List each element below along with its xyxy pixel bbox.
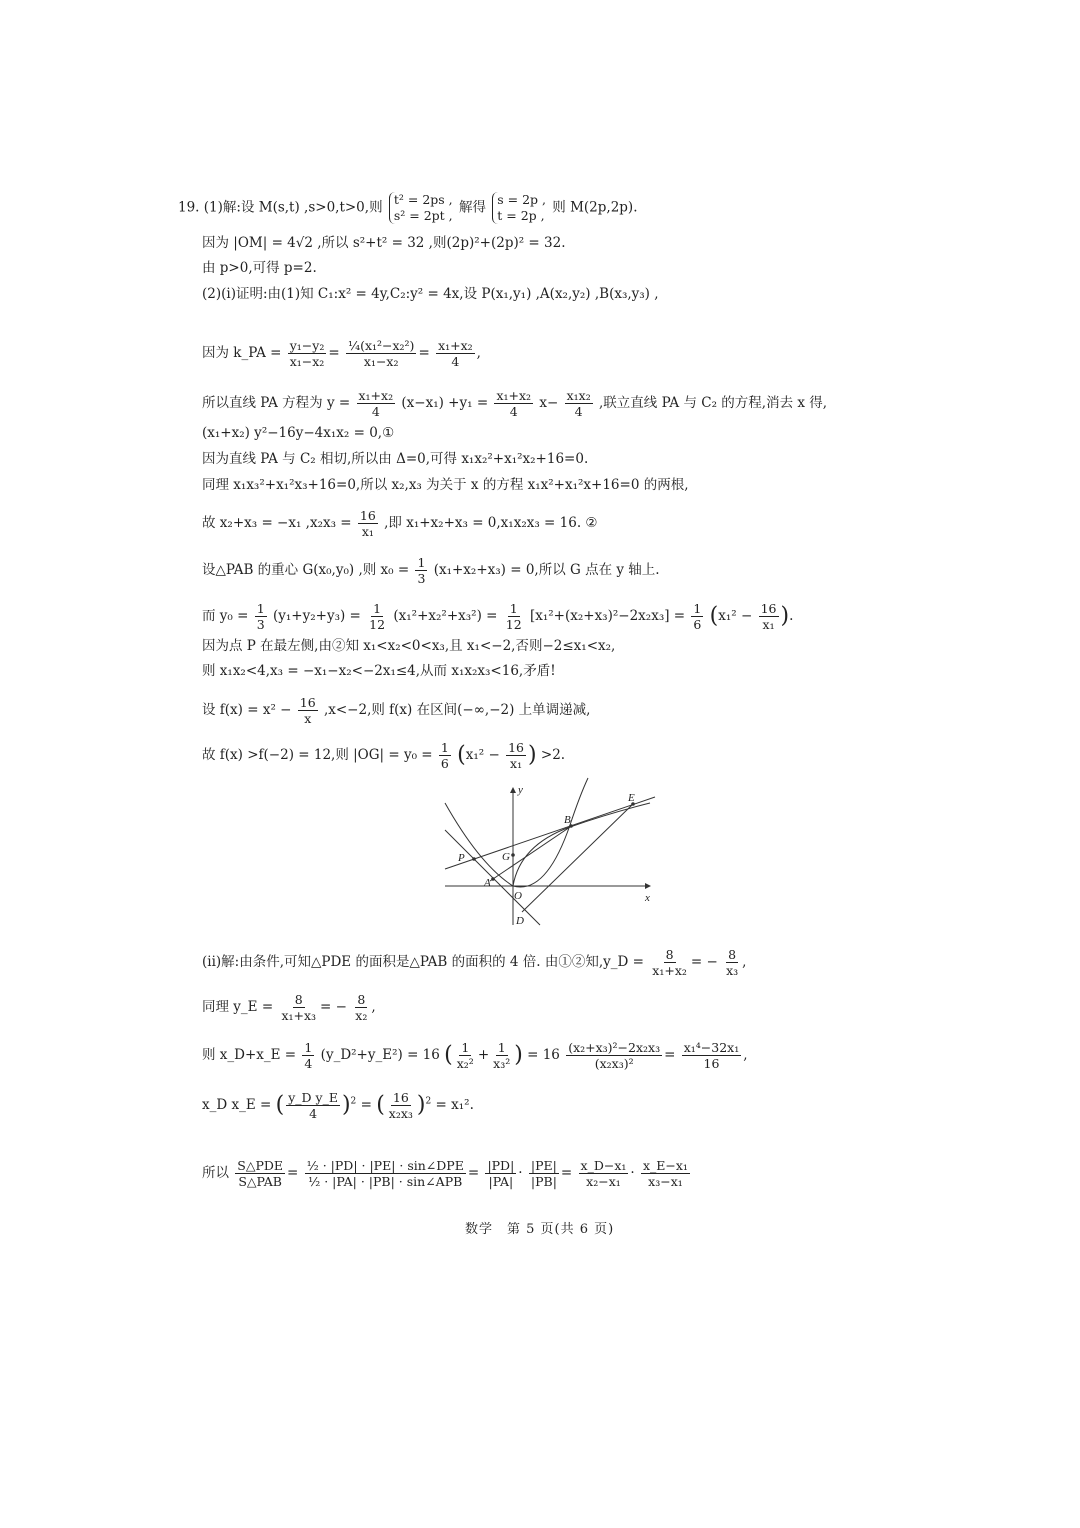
label-d: D	[516, 915, 524, 927]
fx-definition: 设 f(x) = x² − $\frac{16}{x}$ ,x<−2,则 f(x) 在区间(−∞,−2) 上单调递减,	[202, 695, 591, 726]
page-footer: 数学 第 5 页(共 6 页)	[465, 1222, 615, 1237]
parabola-c2	[513, 803, 650, 886]
system-equations-1: t² = 2ps , s² = 2pt ,	[389, 192, 453, 224]
centroid-line: 设△PAB 的重心 G(x₀,y₀) ,则 x₀ = $\frac{1}{3}$ (x₁+x₂+x₃) = 0,所以 G 点在 y 轴上.	[202, 555, 660, 586]
sum-xd-xe-line: 则 x_D+x_E = $\frac{1}{4}$ (y_D²+y_E²) = 16 ( $\frac{1}{\text{x₂²}}$ + $\frac{1}{\text{x₃²}}$ ) = 16 $\frac{\text{(x₂+x₃)²−2x₂x₃}}{\text{(x₂x₃)²}}$ = $\frac{\text{x₁⁴−32x₁}}{16}$ ,	[202, 1040, 748, 1071]
line-pe	[445, 797, 655, 869]
part2i-intro: (2)(i)证明:由(1)知 C₁:x² = 4y,C₂:y² = 4x,设 P(x₁,y₁) ,A(x₂,y₂) ,B(x₃,y₃) ,	[202, 286, 659, 302]
label-o: O	[514, 890, 522, 902]
y-axis-arrow	[510, 787, 516, 793]
label-g: G	[502, 851, 510, 863]
leftmost-line-2: 则 x₁x₂<4,x₃ = −x₁−x₂<−2x₁≤4,从而 x₁x₂x₃<16,矛盾!	[202, 663, 556, 679]
part1-line3: 由 p>0,可得 p=2.	[202, 260, 317, 276]
y0-line: 而 y₀ = $\frac{1}{3}$ (y₁+y₂+y₃) = $\frac{1}{12}$ (x₁²+x₂²+x₃²) = $\frac{1}{12}$ [x₁²+(x₂+x₃)²−2x₂x₃] = $\frac{1}{6}$ (x₁² − $\frac{16}{\text{x₁}}$ ).	[202, 601, 794, 632]
parabola-diagram	[440, 775, 660, 935]
label-y: y	[518, 784, 523, 796]
same-reasoning: 同理 x₁x₃²+x₁²x₃+16=0,所以 x₂,x₃ 为关于 x 的方程 x₁x²+x₁²x+16=0 的两根,	[202, 477, 689, 493]
leftmost-line-1: 因为点 P 在最左侧,由②知 x₁<x₂<0<x₃,且 x₁<−2,否则−2≤x₁<x₂,	[202, 638, 616, 654]
ye-line: 同理 y_E = $\frac{8}{\text{x₁+x₃}}$ = − $\frac{8}{\text{x₂}}$ ,	[202, 992, 376, 1023]
slope-pa-line: 因为 k_PA = $\frac{\text{y₁−y₂}}{\text{x₁−x₂}}$ = $\frac{\text{¼(x₁²−x₂²)}}{\text{x₁−x₂}}$ = $\frac{\text{x₁+x₂}}{4}$ ,	[202, 338, 481, 369]
x-axis-arrow	[645, 883, 651, 889]
system-equations-2: s = 2p , t = 2p ,	[492, 192, 546, 224]
label-a: A	[484, 877, 491, 889]
label-e: E	[628, 792, 635, 804]
vieta-line: 故 x₂+x₃ = −x₁ ,x₂x₃ = $\frac{16}{\text{x₁}}$ ,即 x₁+x₂+x₃ = 0,x₁x₂x₃ = 16. ②	[202, 508, 598, 539]
part1-line2: 因为 |OM| = 4√2 ,所以 s²+t² = 32 ,则(2p)²+(2p)² = 32.	[202, 235, 566, 251]
part2ii-intro: (ii)解:由条件,可知△PDE 的面积是△PAB 的面积的 4 倍. 由①②知,y_D = $\frac{8}{\text{x₁+x₂}}$ = − $\frac{8}{\text{x₃}}$ ,	[202, 947, 747, 978]
parabola-c1	[445, 778, 588, 887]
problem-number: 19.	[178, 199, 200, 216]
product-xd-xe-line: x_D x_E = ( $\frac{\text{y\_D y\_E}}{4}$ )$^2$ = ( $\frac{16}{\text{x₂x₃}}$ )$^2$ = x₁².	[202, 1090, 474, 1121]
area-ratio-line: 所以 $\frac{\text{S△PDE}}{\text{S△PAB}}$ = $\frac{\text{½ · |PD| · |PE| · sin∠DPE}}{\text{½ · |PA| · |PB| · sin∠APB}}$ = $\frac{|PD|}{|PA|}$ · $\frac{|PE|}{|PB|}$ = $\frac{\text{x\_D−x₁}}{\text{x₂−x₁}}$ · $\frac{\text{x\_E−x₁}}{\text{x₃−x₁}}$	[202, 1158, 688, 1189]
label-b: B	[564, 814, 571, 826]
label-x: x	[645, 892, 650, 904]
line-de	[522, 804, 633, 912]
pa-equation-line: 所以直线 PA 方程为 y = $\frac{\text{x₁+x₂}}{4}$ (x−x₁) +y₁ = $\frac{\text{x₁+x₂}}{4}$ x− $\frac{\text{x₁x₂}}{4}$ ,联立直线 PA 与 C₂ 的方程,消去 x 得,	[202, 388, 828, 419]
label-p: P	[458, 852, 465, 864]
equation-1: (x₁+x₂) y²−16y−4x₁x₂ = 0,①	[202, 425, 395, 441]
og-conclusion: 故 f(x) >f(−2) = 12,则 |OG| = y₀ = $\frac{1}{6}$ (x₁² − $\frac{16}{\text{x₁}}$ ) >2.	[202, 740, 566, 771]
tangent-condition: 因为直线 PA 与 C₂ 相切,所以由 Δ=0,可得 x₁x₂²+x₁²x₂+16=0.	[202, 451, 589, 467]
part1-line1: 19. (1)解:设 M(s,t) ,s>0,t>0,则 t² = 2ps , s² = 2pt , 解得 s = 2p , t = 2p , 则 M(2p,2p).	[178, 192, 638, 223]
